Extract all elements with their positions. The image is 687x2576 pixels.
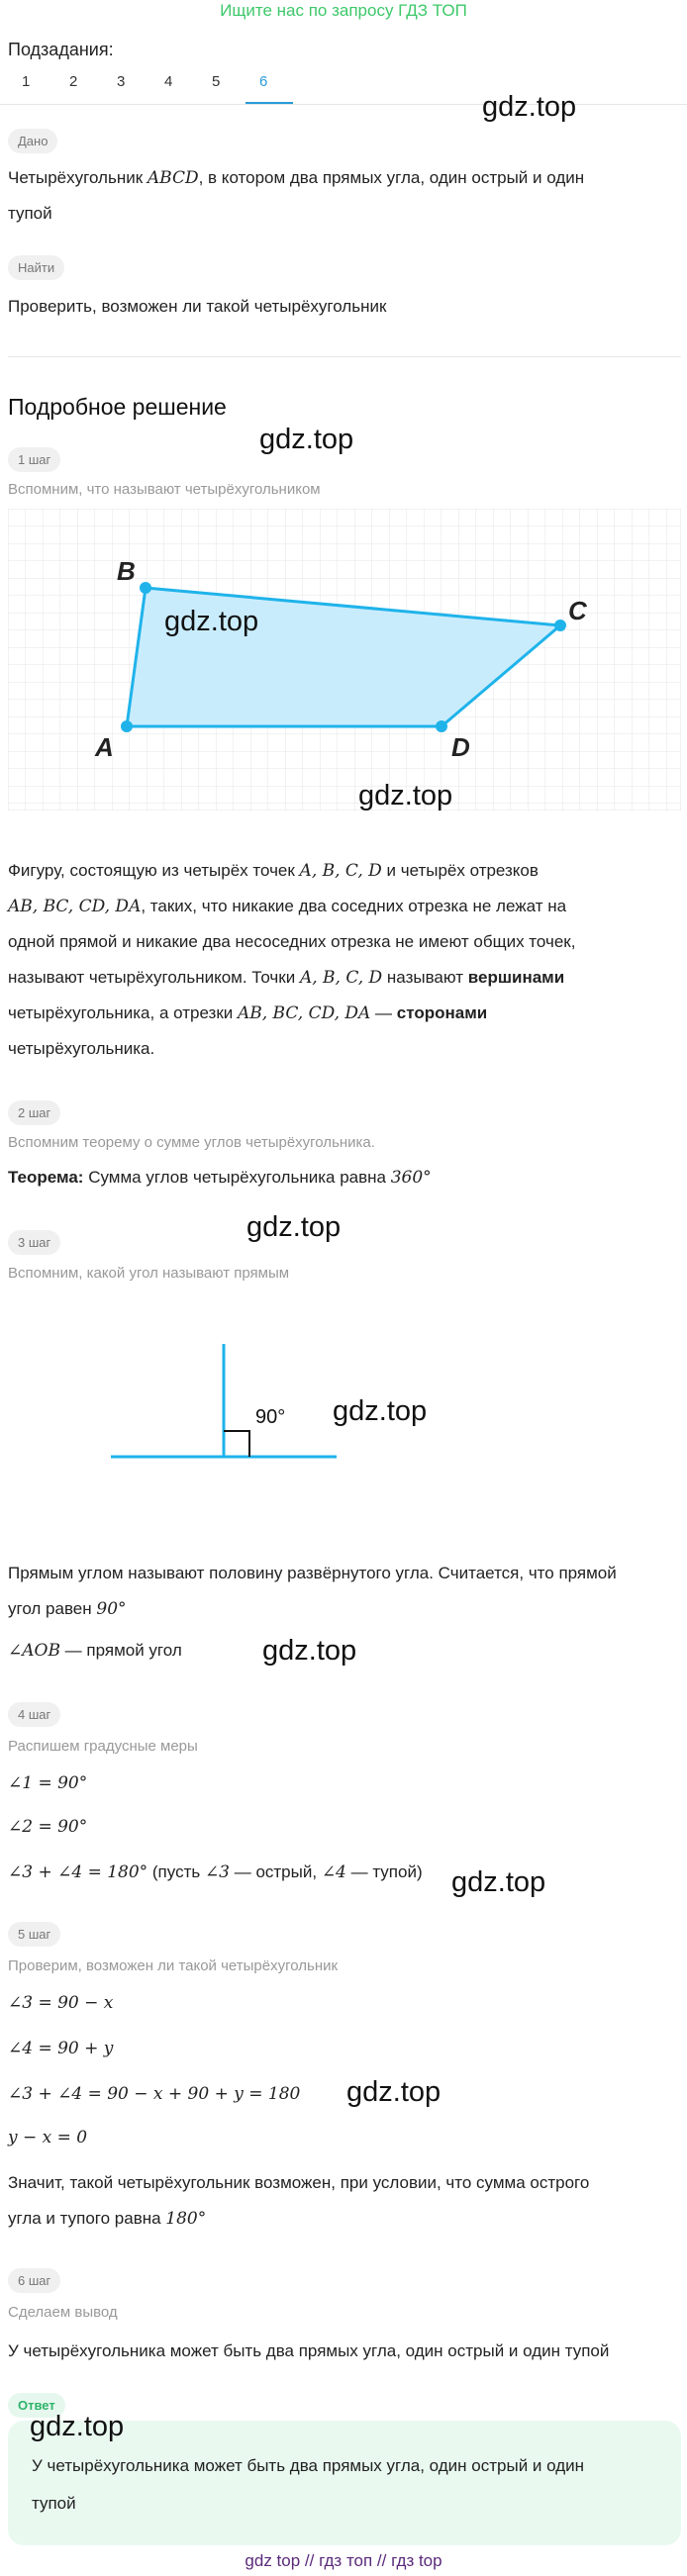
step2-theorem <box>8 1160 432 1195</box>
step5-eq4 <box>8 2120 87 2155</box>
watermark: gdz.top <box>246 1211 342 1243</box>
given-math: ABCD <box>147 168 199 188</box>
math-span: ∠3 + ∠4 = 180° <box>8 1862 148 1882</box>
tab-5[interactable]: 5 <box>212 73 221 90</box>
math-span: 180° <box>165 2209 207 2229</box>
step3-pill: 3 шаг <box>8 1230 60 1255</box>
right-angle-mark <box>224 1431 249 1457</box>
watermark: gdz.top <box>451 1866 546 1898</box>
math-span: ∠4 <box>321 1862 346 1882</box>
tab-3[interactable]: 3 <box>117 73 126 90</box>
solution-title: Подробное решение <box>8 394 227 420</box>
step1-p1 <box>8 853 539 889</box>
subtasks-label: Подзадания: <box>8 40 114 59</box>
tab-6[interactable]: 6 <box>245 69 293 105</box>
text-span: четырёхугольника, а отрезки <box>8 1003 238 1022</box>
step4-pill: 4 шаг <box>8 1702 60 1727</box>
step1-p6: четырёхугольника. <box>8 1039 155 1058</box>
footer-links[interactable]: gdz top // гдз топ // гдз top <box>245 2551 442 2570</box>
subtask-tabs <box>8 69 293 105</box>
step1-p4 <box>8 960 564 996</box>
math-span: 360° <box>390 1168 432 1188</box>
step4-eq1 <box>8 1765 87 1801</box>
text-span: Сумма углов четырёхугольника равна <box>83 1168 391 1187</box>
math-span: ∠1 = 90° <box>8 1773 88 1793</box>
find-text: Проверить, возможен ли такой четырёхугольник <box>8 297 387 316</box>
angle-label: 90° <box>255 1406 286 1428</box>
answer-line-2: тупой <box>32 2494 76 2513</box>
step6-caption: Сделаем вывод <box>8 2304 118 2321</box>
text-span: , таких, что никакие два соседних отрезка не лежат на <box>141 897 567 915</box>
math-span: y − x = 0 <box>8 2128 88 2147</box>
math-span: ∠AOB <box>8 1641 60 1661</box>
math-span: AB, BC, CD, DA <box>237 1003 371 1023</box>
step1-p5 <box>8 996 487 1031</box>
math-span: 90° <box>96 1599 127 1619</box>
math-span: ∠4 = 90 + y <box>8 2039 114 2058</box>
step2-caption: Вспомним теорему о сумме углов четырёхугольника. <box>8 1134 375 1151</box>
right-angle-figure <box>99 1336 356 1465</box>
bold-span: сторонами <box>396 1003 488 1022</box>
bold-span: вершинами <box>467 968 565 987</box>
step5-pill: 5 шаг <box>8 1922 60 1947</box>
step5-eq3 <box>8 2076 300 2112</box>
given-pill: Дано <box>8 129 57 153</box>
find-pill: Найти <box>8 255 64 280</box>
text-span: (пусть <box>147 1862 205 1881</box>
step3-caption: Вспомним, какой угол называют прямым <box>8 1265 290 1282</box>
given-text-after: , в котором два прямых угла, один острый и один <box>198 168 585 187</box>
watermark: gdz.top <box>333 1395 428 1427</box>
bold-span: Теорема: <box>8 1168 84 1187</box>
step4-caption: Распишем градусные меры <box>8 1738 198 1755</box>
given-line-1 <box>8 160 584 196</box>
math-span: A, B, C, D <box>299 968 383 988</box>
math-span: ∠2 = 90° <box>8 1817 88 1837</box>
math-span: A, B, C, D <box>299 861 382 881</box>
step5-eq2 <box>8 2031 113 2066</box>
text-span: и четырёх отрезков <box>381 861 539 880</box>
vertex-d <box>436 720 447 732</box>
step3-p3 <box>8 1633 182 1669</box>
watermark: gdz.top <box>358 780 453 811</box>
text-span: — прямой угол <box>59 1641 182 1660</box>
quadrilateral-figure <box>8 509 681 811</box>
watermark: gdz.top <box>259 424 354 455</box>
step5-eq1 <box>8 1985 113 2021</box>
tab-2[interactable]: 2 <box>69 73 78 90</box>
tab-4[interactable]: 4 <box>164 73 173 90</box>
step1-caption: Вспомним, что называют четырёхугольником <box>8 481 321 498</box>
math-span: AB, BC, CD, DA <box>8 897 142 916</box>
watermark: gdz.top <box>262 1635 357 1667</box>
section-divider <box>8 356 681 357</box>
watermark: gdz.top <box>346 2076 442 2108</box>
tab-1[interactable]: 1 <box>22 73 31 90</box>
text-span: угол равен <box>8 1599 97 1618</box>
step3-p2 <box>8 1591 127 1627</box>
vertex-b <box>140 582 151 594</box>
step6-text: У четырёхугольника может быть два прямых угла, один острый и один тупой <box>8 2341 610 2360</box>
step5-p1: Значит, такой четырёхугольник возможен, при условии, что сумма острого <box>8 2173 590 2192</box>
step1-p3: одной прямой и никакие два несоседних отрезка не имеют общих точек, <box>8 932 576 951</box>
step4-eq3 <box>8 1855 423 1890</box>
step2-pill: 2 шаг <box>8 1100 60 1125</box>
watermark: gdz.top <box>164 606 259 637</box>
step5-caption: Проверим, возможен ли такой четырёхугольник <box>8 1957 339 1974</box>
step4-eq2 <box>8 1809 87 1845</box>
text-span: Фигуру, состоящую из четырёх точек <box>8 861 300 880</box>
watermark: gdz.top <box>30 2411 125 2442</box>
vertex-a <box>121 720 133 732</box>
label-a: A <box>95 732 114 762</box>
step3-p1: Прямым углом называют половину развёрнутого угла. Считается, что прямой <box>8 1564 617 1582</box>
tabs-divider <box>0 104 687 105</box>
math-span: ∠3 + ∠4 = 90 − x + 90 + y = 180 <box>8 2084 301 2104</box>
label-d: D <box>451 732 470 762</box>
step5-p2 <box>8 2201 206 2237</box>
step1-p2 <box>8 889 566 924</box>
vertex-c <box>554 620 566 631</box>
text-span: называют <box>382 968 468 987</box>
math-span: ∠3 <box>204 1862 230 1882</box>
text-span: — острый, <box>230 1862 322 1881</box>
text-span: называют четырёхугольником. Точки <box>8 968 300 987</box>
step6-pill: 6 шаг <box>8 2268 60 2293</box>
answer-pill: Ответ <box>8 2393 65 2418</box>
given-line-2: тупой <box>8 204 52 223</box>
step1-pill: 1 шаг <box>8 447 60 472</box>
answer-line-1: У четырёхугольника может быть два прямых угла, один острый и один <box>32 2456 585 2475</box>
given-text-before: Четырёхугольник <box>8 168 147 187</box>
text-span: — <box>370 1003 397 1022</box>
search-banner[interactable]: Ищите нас по запросу ГДЗ ТОП <box>220 1 467 20</box>
text-span: — тупой) <box>345 1862 423 1881</box>
math-span: ∠3 = 90 − x <box>8 1993 114 2013</box>
label-c: C <box>568 596 587 625</box>
label-b: B <box>117 556 136 586</box>
watermark: gdz.top <box>482 91 577 123</box>
text-span: угла и тупого равна <box>8 2209 166 2228</box>
